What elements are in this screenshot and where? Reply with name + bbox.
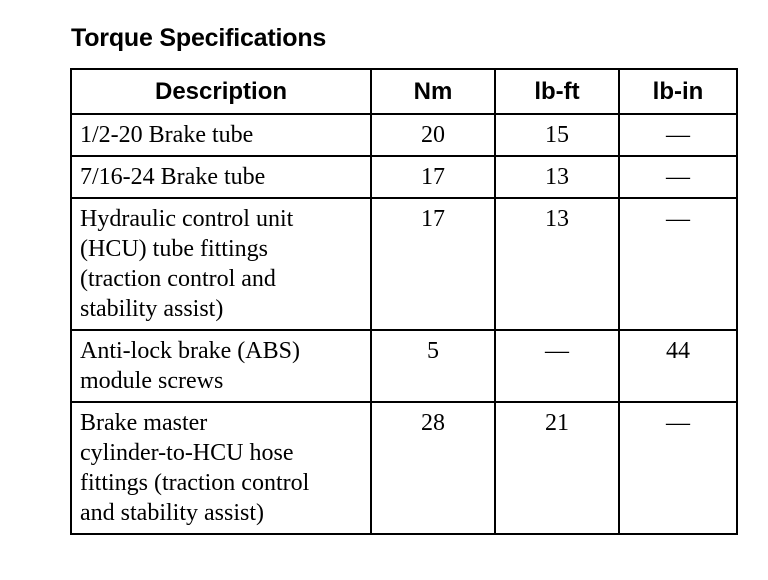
lb-in-cell: 44 bbox=[619, 330, 737, 402]
description-text: 7/16-24 Brake tube bbox=[80, 164, 266, 190]
description-text: (traction control and bbox=[80, 266, 276, 292]
page-title: Torque Specifications bbox=[71, 24, 327, 52]
torque-specifications-table bbox=[70, 68, 738, 535]
lb-ft-cell: 21 bbox=[495, 402, 619, 534]
nm-cell: 5 bbox=[371, 330, 495, 402]
table-row bbox=[71, 330, 737, 402]
description-cell bbox=[71, 330, 371, 402]
description-text: stability assist) bbox=[80, 296, 224, 322]
table-row bbox=[71, 156, 737, 198]
column-header-lb-ft: lb-ft bbox=[495, 69, 619, 114]
description-text: Brake master bbox=[80, 410, 208, 436]
description-text: (HCU) tube fittings bbox=[80, 236, 268, 262]
nm-cell: 17 bbox=[371, 156, 495, 198]
lb-in-cell: — bbox=[619, 402, 737, 534]
description-text: fittings (traction control bbox=[80, 470, 310, 496]
lb-ft-cell: 13 bbox=[495, 156, 619, 198]
lb-ft-cell: 15 bbox=[495, 114, 619, 156]
description-cell bbox=[71, 198, 371, 330]
description-text: cylinder-to-HCU hose bbox=[80, 440, 294, 466]
description-cell bbox=[71, 402, 371, 534]
table-row bbox=[71, 198, 737, 330]
nm-cell: 20 bbox=[371, 114, 495, 156]
lb-in-cell: — bbox=[619, 198, 737, 330]
table-header-row bbox=[71, 69, 737, 114]
nm-cell: 28 bbox=[371, 402, 495, 534]
lb-in-cell: — bbox=[619, 114, 737, 156]
description-cell bbox=[71, 114, 371, 156]
lb-ft-cell: 13 bbox=[495, 198, 619, 330]
description-text: and stability assist) bbox=[80, 500, 264, 526]
description-text: module screws bbox=[80, 368, 224, 394]
column-header-description: Description bbox=[71, 69, 371, 114]
description-text: Anti-lock brake (ABS) bbox=[80, 338, 300, 364]
lb-ft-cell: — bbox=[495, 330, 619, 402]
lb-in-cell: — bbox=[619, 156, 737, 198]
description-text: 1/2-20 Brake tube bbox=[80, 122, 254, 148]
column-header-lb-in: lb-in bbox=[619, 69, 737, 114]
table-row bbox=[71, 114, 737, 156]
description-cell bbox=[71, 156, 371, 198]
description-text: Hydraulic control unit bbox=[80, 206, 294, 232]
table-row bbox=[71, 402, 737, 534]
nm-cell: 17 bbox=[371, 198, 495, 330]
column-header-nm: Nm bbox=[371, 69, 495, 114]
